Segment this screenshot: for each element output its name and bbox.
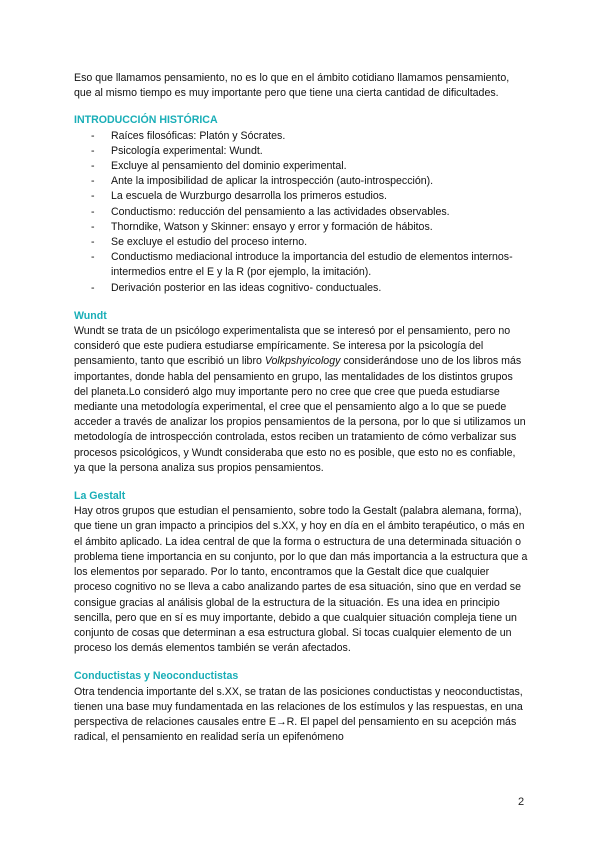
- bullet-dash: -: [91, 175, 95, 188]
- bullet-dash: -: [91, 251, 95, 264]
- conductistas-paragraph: Otra tendencia importante del s.XX, se tratan de las posiciones conductistas y neoconductistas, tienen una base muy fundamentada en las relaciones de los estímulos y las respuestas, en una perspectiva de relaciones causales entre E→R. El papel del pensamiento en su acepción más radical, el pensamiento en realidad sería un epifenómeno: [74, 685, 523, 744]
- list-item: - Excluye al pensamiento del dominio experimental.: [74, 159, 529, 174]
- bullet-dash: -: [91, 281, 95, 294]
- list-item: - Thorndike, Watson y Skinner: ensayo y error y formación de hábitos.: [74, 220, 529, 235]
- intro-paragraph: Eso que llamamos pensamiento, no es lo que en el ámbito cotidiano llamamos pensamiento, que al mismo tiempo es muy importante pero que tiene una cierta cantidad de dificultades.: [74, 72, 510, 100]
- bullet-dash: -: [91, 190, 95, 203]
- bullet-dash: -: [91, 129, 95, 142]
- book-title: Volkpshyicology: [264, 355, 341, 368]
- list-item: - Conductismo mediacional introduce la importancia del estudio de elementos internos- intermedios entre el E y la R (por ejemplo, la imitación).: [91, 251, 513, 279]
- wundt-paragraph: Wundt se trata de un psicólogo experimentalista que se interesó por el pensamiento, pero no consideró que este pudiera estudiarse empíricamente. Se interesa por la psicología del pensamiento, tanto que escribió un libro Volkpshyicology considerándose uno de los libros más importantes, donde habla del pensamiento en grupo, las mentalidades de los distintos grupos del planeta.Lo consideró algo muy importante pero no cree que cree que pueda estudiarse mediante una metodología experimental, el cree que el pensamiento algo a lo que se puede acceder a través de analizar los propios pensamientos de la persona, por lo que si utilizamos un metodología de introspección controlada, estos reciben un tratamiento de cómo verbalizar sus procesos psicológicos, y Wundt consideraba que esto no es posible, que esto no es confiable, ya que la persona analiza sus propios pensamientos.: [74, 325, 526, 474]
- list-item: - Ante la imposibilidad de aplicar la introspección (auto-introspección).: [74, 174, 529, 189]
- list-item: - Raíces filosóficas: Platón y Sócrates.: [74, 129, 529, 144]
- historia-bullet-list: [74, 129, 529, 296]
- page-content: [74, 71, 529, 745]
- bullet-dash: -: [91, 236, 95, 249]
- list-item: - Se excluye el estudio del proceso interno.: [74, 235, 529, 250]
- section-heading-conductistas: Conductistas y Neoconductistas: [74, 670, 239, 683]
- bullet-dash: -: [91, 160, 95, 173]
- bullet-dash: -: [91, 220, 95, 233]
- gestalt-paragraph: Hay otros grupos que estudian el pensamiento, sobre todo la Gestalt (palabra alemana, forma), que tiene un gran impacto a principios del s.XX, y hoy en día en el ámbito terapéutico, o más en el ámbito aplicado. La idea central de que la forma o estructura de una determinada situación o problema tiene importancia en su conjunto, por lo que dan más importancia a la estructura que a los elementos por separado. Por lo tanto, encontramos que la Gestalt dice que cualquier proceso cognitivo no se lleva a cabo analizando partes de esa situación, sino que en verdad se consigue gracias al análisis global de la estructura de la situación. Es una idea en principio sencilla, pero que en sí es muy importante, debido a que cualquier situación compleja tiene un conjunto de cosas que determinan a esa estructura global. Si tocas cualquier elemento de un proceso los demás elementos también se verán afectados.: [74, 505, 528, 655]
- bullet-dash: -: [91, 205, 95, 218]
- section-heading-historia: INTRODUCCIÓN HISTÓRICA: [74, 114, 218, 127]
- section-heading-gestalt: La Gestalt: [74, 490, 126, 503]
- bullet-dash: -: [91, 144, 95, 157]
- section-heading-wundt: Wundt: [74, 309, 107, 322]
- page-number: 2: [518, 796, 525, 808]
- list-item: - La escuela de Wurzburgo desarrolla los primeros estudios.: [74, 189, 529, 204]
- list-item: - Conductismo: reducción del pensamiento a las actividades observables.: [74, 205, 529, 220]
- list-item: - Derivación posterior en las ideas cognitivo- conductuales.: [74, 281, 529, 296]
- list-item: - Psicología experimental: Wundt.: [74, 144, 529, 159]
